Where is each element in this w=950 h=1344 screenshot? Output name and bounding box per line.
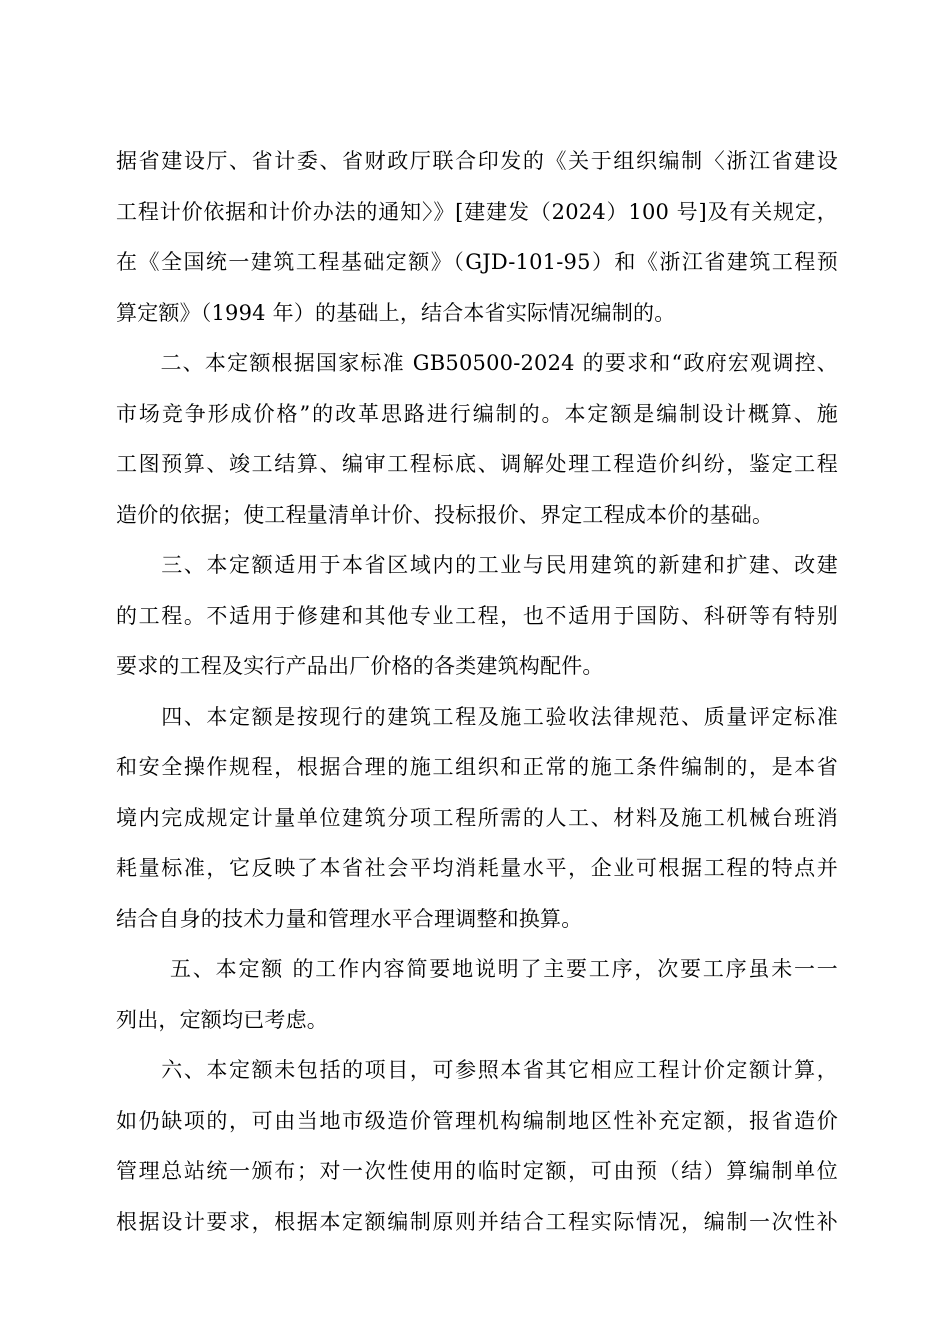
text-line: 列出，定额均已考虑。 — [116, 1007, 328, 1032]
text-line: 五、本定额 的工作内容简要地说明了主要工序，次要工序虽未一一 — [116, 957, 838, 981]
text-line: 四、本定额是按现行的建筑工程及施工验收法律规范、质量评定标准 — [116, 704, 838, 729]
text-line: 管理总站统一颁布；对一次性使用的临时定额，可由预（结）算编制单位 — [116, 1159, 838, 1183]
text-line: 据省建设厅、省计委、省财政厅联合印发的《关于组织编制〈浙江省建设 — [116, 149, 838, 173]
text-line: 算定额》（1994 年）的基础上，结合本省实际情况编制的。 — [116, 300, 676, 325]
text-line: 结合自身的技术力量和管理水平合理调整和换算。 — [116, 906, 583, 931]
text-line: 工程计价依据和计价办法的通知〉》[建建发（2024）100 号]及有关规定， — [116, 199, 838, 224]
text-line: 二、本定额根据国家标准 GB50500-2024 的要求和“政府宏观调控、 — [116, 351, 838, 375]
text-line: 境内完成规定计量单位建筑分项工程所需的人工、材料及施工机械台班消 — [116, 805, 838, 830]
body-text — [116, 136, 838, 1247]
text-line: 耗量标准，它反映了本省社会平均消耗量水平，企业可根据工程的特点并 — [116, 856, 838, 880]
text-line: 工图预算、竣工结算、编审工程标底、调解处理工程造价纠纷，鉴定工程 — [116, 452, 838, 476]
text-line: 根据设计要求，根据本定额编制原则并结合工程实际情况，编制一次性补 — [116, 1209, 838, 1234]
text-line: 在《全国统一建筑工程基础定额》（GJD-101-95）和《浙江省建筑工程预 — [116, 250, 838, 274]
text-line: 三、本定额适用于本省区域内的工业与民用建筑的新建和扩建、改建 — [116, 553, 838, 577]
text-line: 如仍缺项的，可由当地市级造价管理机构编制地区性补充定额，报省造价 — [116, 1108, 838, 1133]
text-line: 的工程。不适用于修建和其他专业工程，也不适用于国防、科研等有特别 — [116, 603, 838, 628]
text-line: 造价的依据；使工程量清单计价、投标报价、界定工程成本价的基础。 — [116, 502, 774, 527]
text-line: 要求的工程及实行产品出厂价格的各类建筑构配件。 — [116, 654, 604, 678]
text-line: 六、本定额未包括的项目，可参照本省其它相应工程计价定额计算， — [116, 1058, 838, 1082]
text-line: 市场竞争形成价格”的改革思路进行编制的。本定额是编制设计概算、施 — [116, 401, 838, 426]
text-line: 和安全操作规程，根据合理的施工组织和正常的施工条件编制的，是本省 — [116, 755, 838, 779]
